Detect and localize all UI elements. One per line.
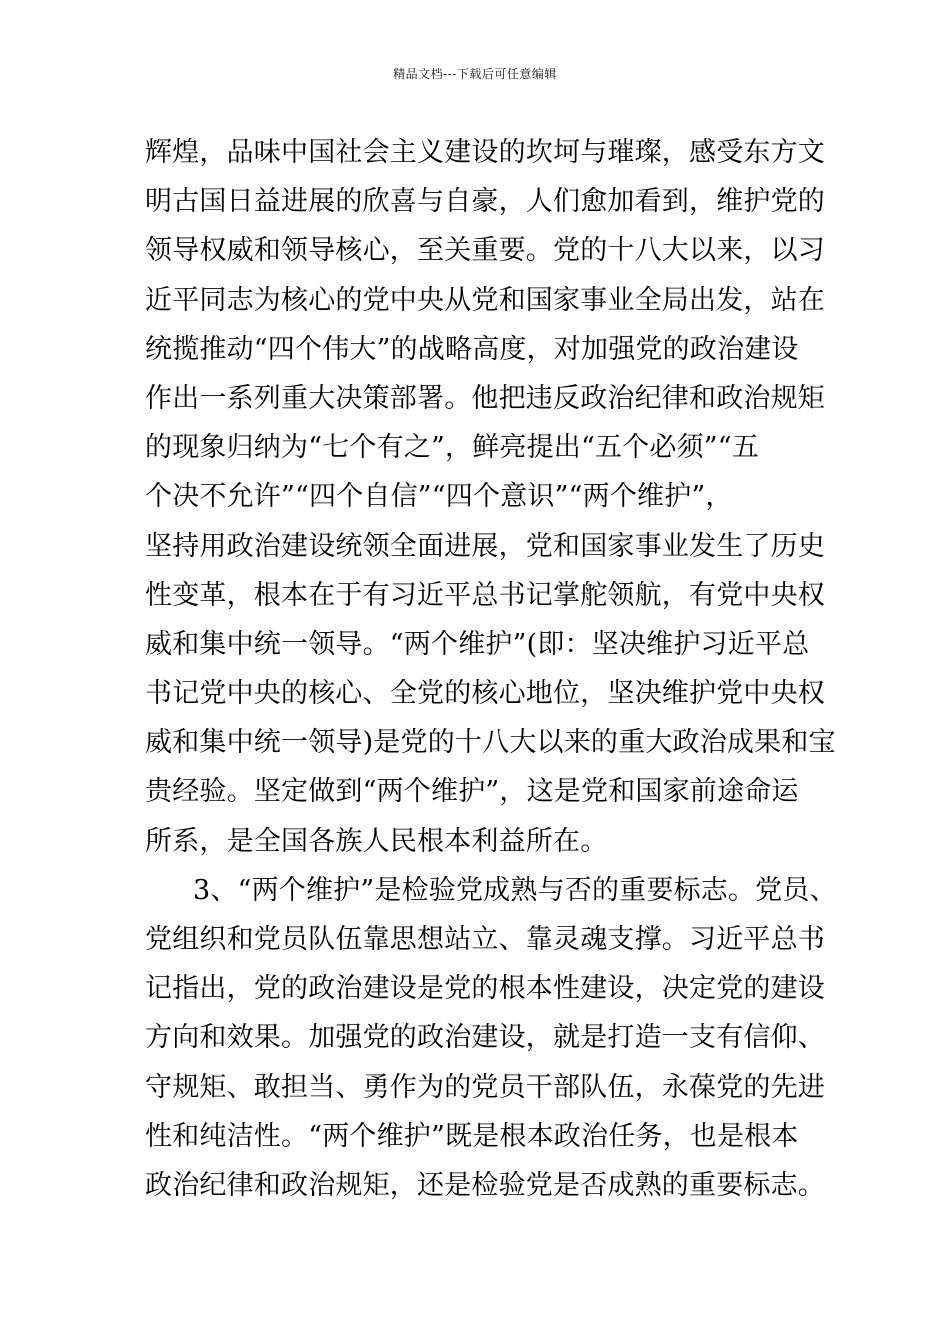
text-line: 贵经验。坚定做到“两个维护”，这是党和国家前途命运 <box>145 776 799 808</box>
text-line: 明古国日益进展的欣喜与自豪，人们愈加看到，维护党的 <box>145 186 825 218</box>
text-line: 作出一系列重大决策部署。他把违反政治纪律和政治规矩 <box>145 382 825 414</box>
text-line: 的现象归纳为“七个有之”，鲜亮提出“五个必须”“五 <box>145 432 760 464</box>
text-line: 性和纯洁性。“两个维护”既是根本政治任务，也是根本 <box>145 1120 799 1152</box>
text-line: 领导权威和领导核心，至关重要。党的十八大以来，以习 <box>145 235 825 267</box>
text-line: 所系，是全国各族人民根本利益所在。 <box>145 825 608 857</box>
text-line: 书记党中央的核心、全党的核心地位，坚决维护党中央权 <box>145 678 825 710</box>
text-line: 记指出，党的政治建设是党的根本性建设，决定党的建设 <box>145 973 825 1005</box>
paragraph-start-line: 3、“两个维护”是检验党成熟与否的重要标志。党员、 <box>193 874 837 906</box>
text-line: 坚持用政治建设统领全面进展，党和国家事业发生了历史 <box>145 530 825 562</box>
text-line: 统揽推动“四个伟大”的战略高度，对加强党的政治建设 <box>145 333 799 365</box>
text-line: 威和集中统一领导。“两个维护”(即：坚决维护习近平总 <box>145 628 810 660</box>
body-text <box>145 128 837 1210</box>
text-line: 个决不允许”“四个自信”“四个意识”“两个维护”， <box>145 481 733 513</box>
text-line: 党组织和党员队伍靠思想站立、靠灵魂支撑。习近平总书 <box>145 924 825 955</box>
text-line: 辉煌，品味中国社会主义建设的坎坷与璀璨，感受东方文 <box>145 137 825 168</box>
text-line: 威和集中统一领导)是党的十八大以来的重大政治成果和宝 <box>145 727 836 759</box>
text-line: 性变革，根本在于有习近平总书记掌舵领航，有党中央权 <box>145 579 825 611</box>
text-line: 政治纪律和政治规矩，还是检验党是否成熟的重要标志。 <box>145 1169 825 1201</box>
text-line: 守规矩、敢担当、勇作为的党员干部队伍，永葆党的先进 <box>145 1071 825 1103</box>
page-header: 精品文档---下载后可任意编辑 <box>393 67 557 81</box>
text-line: 方向和效果。加强党的政治建设，就是打造一支有信仰、 <box>145 1022 825 1054</box>
text-line: 近平同志为核心的党中央从党和国家事业全局出发，站在 <box>145 284 825 316</box>
